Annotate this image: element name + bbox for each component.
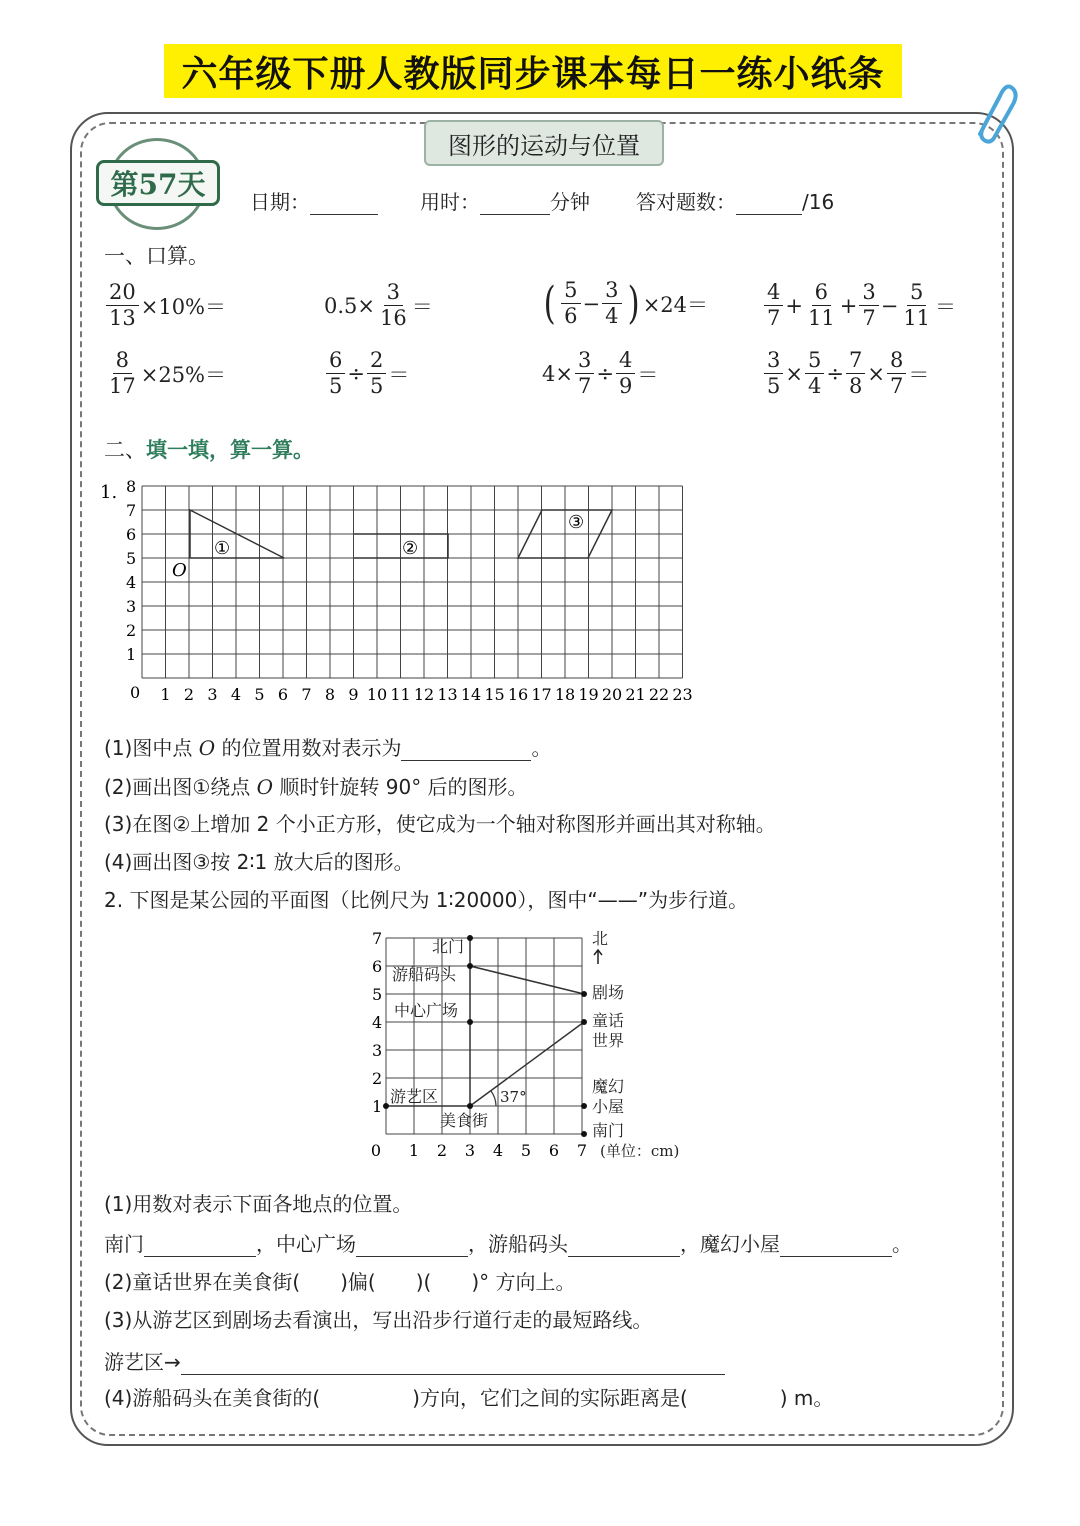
label-dock: 游船码头 — [392, 965, 457, 984]
day-label: 第57天 — [96, 160, 220, 206]
label-fairy-2: 世界 — [592, 1031, 625, 1050]
label-arcade: 游艺区 — [390, 1087, 439, 1106]
x-tick-label: 4 — [230, 685, 242, 704]
calc-8: $\frac{3}{5}$ × $\frac{5}{4}$ ÷ $\frac{7}{8}$ × $\frac{8}{7}$ ＝ — [762, 348, 929, 399]
shape-2-label: ② — [402, 538, 419, 559]
x-tick-label: 9 — [348, 685, 359, 704]
x-tick-label: 20 — [601, 685, 623, 704]
map-y-ticks — [372, 929, 382, 1116]
point-dock — [467, 963, 473, 969]
path-food-fairy — [470, 1022, 584, 1106]
label-north: 北 — [592, 929, 609, 948]
blank-nanmen[interactable] — [144, 1236, 256, 1257]
point-arcade — [383, 1103, 389, 1109]
label-magic-2: 小屋 — [592, 1097, 625, 1116]
section-title: 图形的运动与位置 — [424, 120, 664, 166]
map-x-tick: 3 — [464, 1141, 476, 1160]
label-beimen: 北门 — [432, 937, 465, 956]
q2-sub3-route: 游艺区→ — [104, 1346, 725, 1375]
point-plaza — [467, 1019, 473, 1025]
x-tick-label: 19 — [578, 685, 599, 704]
label-nanmen: 南门 — [592, 1121, 625, 1140]
y-tick-label: 7 — [126, 501, 137, 520]
angle-arc — [491, 1091, 496, 1106]
path-dock-theater — [470, 966, 584, 994]
blank-magic[interactable] — [780, 1236, 892, 1257]
calc-6: $\frac{6}{5}$ ÷ $\frac{2}{5}$ ＝ — [324, 348, 409, 399]
x-tick-label: 22 — [648, 685, 670, 704]
banner-title: 六年级下册人教版同步课本每日一练小纸条 — [164, 44, 902, 98]
q2-sub1-blanks: 南门 ，中心广场 ，游船码头 ，魔幻小屋 。 — [104, 1232, 912, 1256]
x-tick-label: 18 — [554, 685, 576, 704]
blank-route[interactable] — [181, 1354, 725, 1375]
point-theater — [581, 991, 587, 997]
part1-title: 一、口算。 — [104, 244, 209, 268]
x-tick-label: 12 — [413, 685, 435, 704]
map-x-tick: 5 — [520, 1141, 532, 1160]
calc-7: 4× $\frac{3}{7}$ ÷ $\frac{4}{9}$ ＝ — [542, 348, 659, 399]
time-field: 用时： 分钟 — [420, 190, 590, 214]
x-tick-label: 17 — [531, 685, 552, 704]
calc-2: 0.5× $\frac{3}{16}$ ＝ — [324, 280, 433, 331]
label-angle: 37° — [500, 1088, 527, 1106]
q1-part1: (1)图中点 O 的位置用数对表示为 。 — [104, 736, 552, 760]
y-tick-label: 5 — [126, 549, 137, 568]
map-x-ticks — [371, 1141, 587, 1160]
q1-part1-blank[interactable] — [401, 740, 531, 761]
x-tick-label: 16 — [507, 685, 529, 704]
x-tick-label: 7 — [301, 685, 312, 704]
grid-lines — [142, 486, 683, 678]
calc-4: $\frac{4}{7}$ + $\frac{6}{11}$ + $\frac{3}{7}$ − $\frac{5}{11}$ ＝ — [762, 280, 956, 331]
x-tick-label: 10 — [366, 685, 388, 704]
date-field: 日期： — [250, 186, 378, 215]
date-blank[interactable] — [310, 194, 378, 215]
x-tick-label: 2 — [183, 685, 195, 704]
map-x-tick: 6 — [548, 1141, 560, 1160]
coordinate-grid-1 — [96, 476, 706, 712]
day-badge — [96, 138, 214, 224]
question-number-1: 1. — [100, 482, 118, 503]
point-fairy — [581, 1019, 587, 1025]
x-tick-label: 14 — [460, 685, 482, 704]
map-y-tick: 4 — [372, 1013, 383, 1032]
q1-part2: (2)画出图①绕点 O 顺时针旋转 90° 后的图形。 — [104, 775, 528, 799]
point-beimen — [467, 935, 473, 941]
shape-1-label: ① — [214, 538, 231, 559]
y-tick-label: 6 — [126, 525, 137, 544]
score-field: 答对题数： /16 — [636, 190, 835, 214]
x-tick-label: 15 — [484, 685, 505, 704]
map-y-tick: 3 — [372, 1041, 383, 1060]
north-arrow-icon — [594, 950, 602, 964]
paperclip-icon — [968, 84, 1018, 148]
q1-part4: (4)画出图③按 2∶1 放大后的图形。 — [104, 850, 414, 874]
q2-sub2: (2)童话世界在美食街( )偏( )( )° 方向上。 — [104, 1270, 576, 1294]
y-tick-label: 3 — [126, 597, 137, 616]
label-magic-1: 魔幻 — [592, 1077, 625, 1096]
blank-plaza[interactable] — [356, 1236, 468, 1257]
map-x-tick: 4 — [492, 1141, 504, 1160]
map-y-tick: 6 — [372, 957, 383, 976]
map-y-tick: 5 — [372, 985, 383, 1004]
x-axis-ticks — [160, 685, 692, 704]
map-y-tick: 1 — [372, 1097, 383, 1116]
time-blank[interactable] — [480, 194, 550, 215]
y-tick-label: 2 — [126, 621, 137, 640]
y-tick-label: 1 — [126, 645, 137, 664]
map-x-tick: 7 — [576, 1141, 588, 1160]
label-unit: (单位：cm) — [600, 1142, 680, 1160]
map-x-tick: 1 — [408, 1141, 420, 1160]
q2-sub1: (1)用数对表示下面各地点的位置。 — [104, 1192, 413, 1216]
origin-label: 0 — [130, 683, 141, 702]
part2-title: 二、填一填，算一算。 — [104, 438, 314, 462]
q1-part3: (3)在图②上增加 2 个小正方形，使它成为一个轴对称图形并画出其对称轴。 — [104, 812, 776, 836]
map-y-tick: 7 — [372, 929, 383, 948]
point-magic — [581, 1103, 587, 1109]
x-tick-label: 21 — [625, 685, 646, 704]
x-tick-label: 6 — [277, 685, 289, 704]
point-food — [467, 1103, 473, 1109]
calc-3: ( $\frac{5}{6}$ − $\frac{3}{4}$ ) ×24＝ — [543, 277, 709, 329]
x-tick-label: 13 — [437, 685, 458, 704]
calc-1: $\frac{20}{13}$ ×10%＝ — [104, 280, 226, 331]
park-map — [360, 924, 720, 1164]
calc-5: $\frac{8}{17}$ ×25%＝ — [109, 348, 227, 399]
x-tick-label: 3 — [207, 685, 218, 704]
y-axis-ticks — [126, 477, 140, 702]
label-theater: 剧场 — [592, 983, 625, 1002]
map-x-tick: 0 — [370, 1141, 382, 1160]
point-nanmen — [581, 1131, 587, 1137]
score-blank[interactable] — [736, 194, 802, 215]
blank-dock[interactable] — [568, 1236, 680, 1257]
q2-sub3: (3)从游艺区到剧场去看演出，写出沿步行道行走的最短路线。 — [104, 1308, 653, 1332]
label-food: 美食街 — [440, 1111, 489, 1130]
x-tick-label: 5 — [254, 685, 265, 704]
x-tick-label: 11 — [390, 685, 411, 704]
y-tick-label: 8 — [126, 477, 137, 496]
x-tick-label: 23 — [672, 685, 693, 704]
map-x-tick: 2 — [436, 1141, 448, 1160]
y-tick-label: 4 — [126, 573, 137, 592]
map-y-tick: 2 — [372, 1069, 383, 1088]
q2-sub4: (4)游船码头在美食街的( )方向，它们之间的实际距离是( ) m。 — [104, 1386, 834, 1410]
point-o-label: O — [172, 560, 187, 581]
label-plaza: 中心广场 — [394, 1001, 459, 1020]
shape-3-label: ③ — [568, 512, 585, 533]
q2-title: 2. 下图是某公园的平面图（比例尺为 1∶20000），图中“——”为步行道。 — [104, 888, 749, 912]
x-tick-label: 8 — [324, 685, 336, 704]
label-fairy-1: 童话 — [592, 1011, 625, 1030]
x-tick-label: 1 — [160, 685, 171, 704]
